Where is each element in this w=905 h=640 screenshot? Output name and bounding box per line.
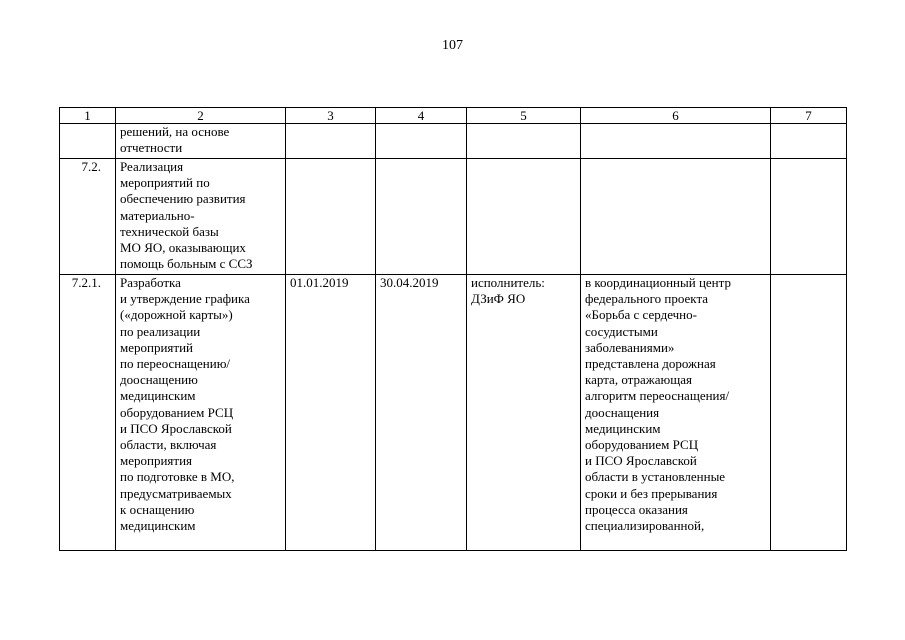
header-cell: 3 — [286, 108, 376, 124]
header-cell: 6 — [581, 108, 771, 124]
result-cell: в координационный центр федерального проекта «Борьба с сердечно- сосудистыми заболеваниями» представлена дорожная карта, отражающая алгоритм переоснащения/ дооснащения медицинским оборудованием РСЦ и ПСО Ярославской области в установленные сроки и без прерывания процесса оказания специализированной, — [581, 275, 771, 551]
start-date-cell — [286, 124, 376, 159]
table-row — [60, 124, 847, 159]
responsible-cell — [467, 159, 581, 275]
page-number: 107 — [442, 38, 463, 53]
notes-cell — [771, 275, 847, 551]
header-cell: 2 — [116, 108, 286, 124]
table-header-row — [60, 108, 847, 124]
result-cell — [581, 124, 771, 159]
end-date-cell: 30.04.2019 — [376, 275, 467, 551]
responsible-cell: исполнитель: ДЗиФ ЯО — [467, 275, 581, 551]
result-cell — [581, 159, 771, 275]
notes-cell — [771, 159, 847, 275]
start-date-cell — [286, 159, 376, 275]
header-cell: 1 — [60, 108, 116, 124]
description-cell: Реализация мероприятий по обеспечению развития материально- технической базы МО ЯО, оказывающих помощь больным с ССЗ — [116, 159, 286, 275]
description-cell: Разработка и утверждение графика («дорожной карты») по реализации мероприятий по переоснащению/ дооснащению медицинским оборудованием РСЦ и ПСО Ярославской области, включая мероприятия по подготовке в МО, предусматриваемых к оснащению медицинским — [116, 275, 286, 551]
end-date-cell — [376, 124, 467, 159]
item-number-cell: 7.2. — [60, 159, 116, 275]
header-cell: 7 — [771, 108, 847, 124]
item-number-cell — [60, 124, 116, 159]
notes-cell — [771, 124, 847, 159]
start-date-cell: 01.01.2019 — [286, 275, 376, 551]
header-cell: 5 — [467, 108, 581, 124]
document-table — [59, 107, 847, 551]
responsible-cell — [467, 124, 581, 159]
table-row — [60, 275, 847, 551]
description-cell: решений, на основе отчетности — [116, 124, 286, 159]
header-cell: 4 — [376, 108, 467, 124]
table-row — [60, 159, 847, 275]
item-number-cell: 7.2.1. — [60, 275, 116, 551]
end-date-cell — [376, 159, 467, 275]
